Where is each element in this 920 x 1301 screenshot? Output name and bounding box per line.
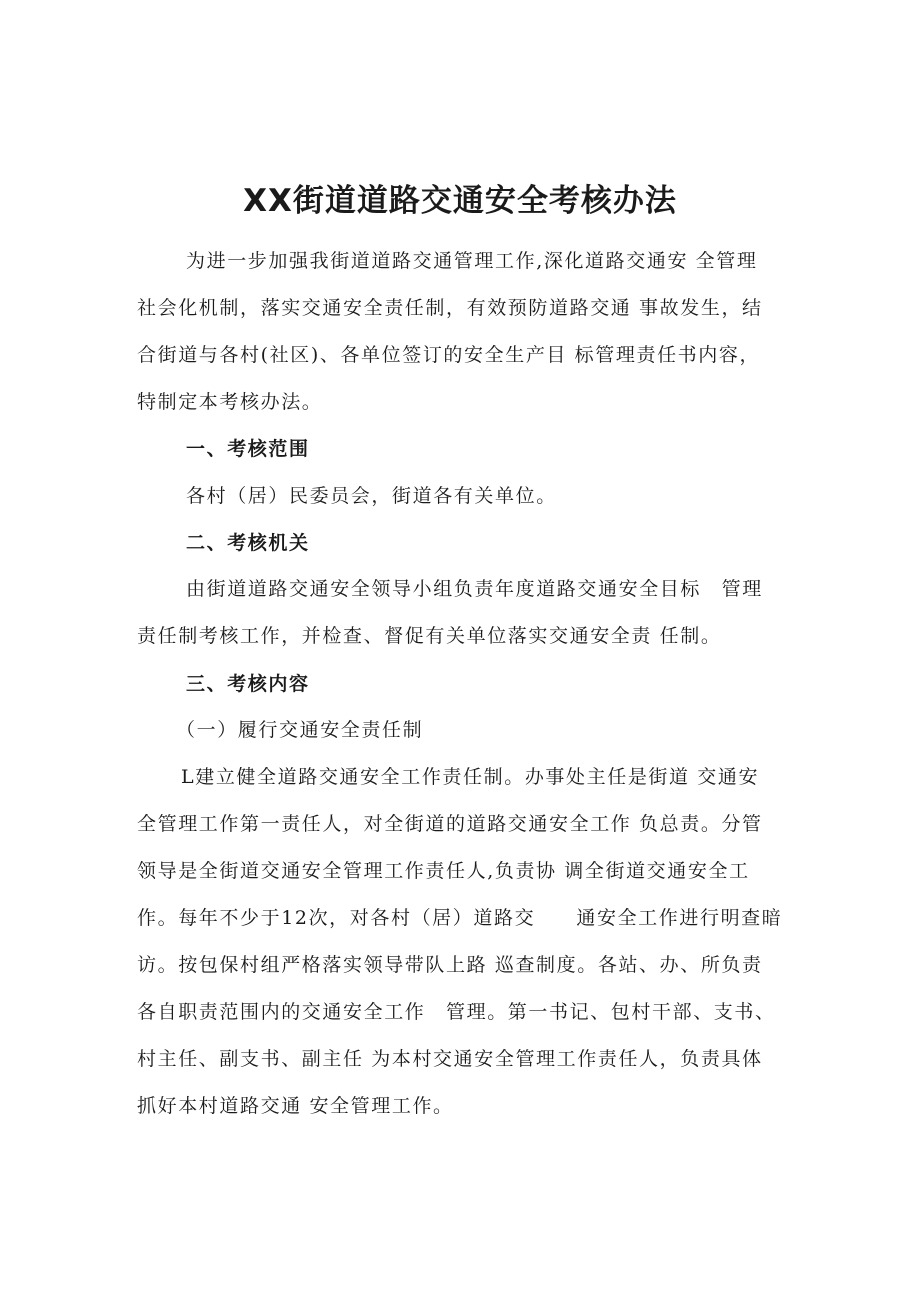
item-line: 全管理工作第一责任人，对全街道的道路交通安全工作 负总责。分管 (137, 813, 763, 835)
item-line: L建立健全道路交通安全工作责任制。办事处主任是街道 交通安 (181, 766, 760, 788)
section-heading-authority: 二、考核机关 (186, 532, 310, 554)
item-line: 村主任、副支书、副主任 为本村交通安全管理工作责任人，负责具体 (137, 1048, 763, 1070)
authority-line: 由街道道路交通安全领导小组负责年度道路交通安全目标 管理 (186, 578, 763, 600)
intro-line: 特制定本考核办法。 (137, 391, 323, 413)
item-line: 访。按包保村组严格落实领导带队上路 巡查制度。各站、办、所负责 (137, 954, 763, 976)
item-line: 作。每年不少于12次，对各村（居）道路交 通安全工作进行明查暗 (137, 907, 783, 929)
section-heading-scope: 一、考核范围 (186, 438, 310, 460)
item-line: 各自职责范围内的交通安全工作 管理。第一书记、包村干部、支书、 (137, 1001, 776, 1023)
item-line: 抓好本村道路交通 安全管理工作。 (137, 1095, 454, 1117)
intro-line: 社会化机制，落实交通安全责任制，有效预防道路交通 事故发生，结 (137, 297, 763, 319)
item-line: 领导是全街道交通安全管理工作责任人,负责协 调全街道交通安全工 (137, 860, 750, 882)
section-text-scope: 各村（居）民委员会，街道各有关单位。 (186, 485, 557, 507)
authority-line: 责任制考核工作，并检查、督促有关单位落实交通安全责 任制。 (137, 625, 722, 647)
document-title: XX街道道路交通安全考核办法 (243, 183, 677, 219)
subsection-heading-responsibility: （一）履行交通安全责任制 (176, 719, 424, 741)
intro-line: 为进一步加强我街道道路交通管理工作,深化道路交通安 全管理 (186, 250, 758, 272)
intro-line: 合街道与各村(社区)、各单位签订的安全生产目 标管理责任书内容， (137, 344, 761, 366)
section-heading-content: 三、考核内容 (186, 673, 310, 695)
